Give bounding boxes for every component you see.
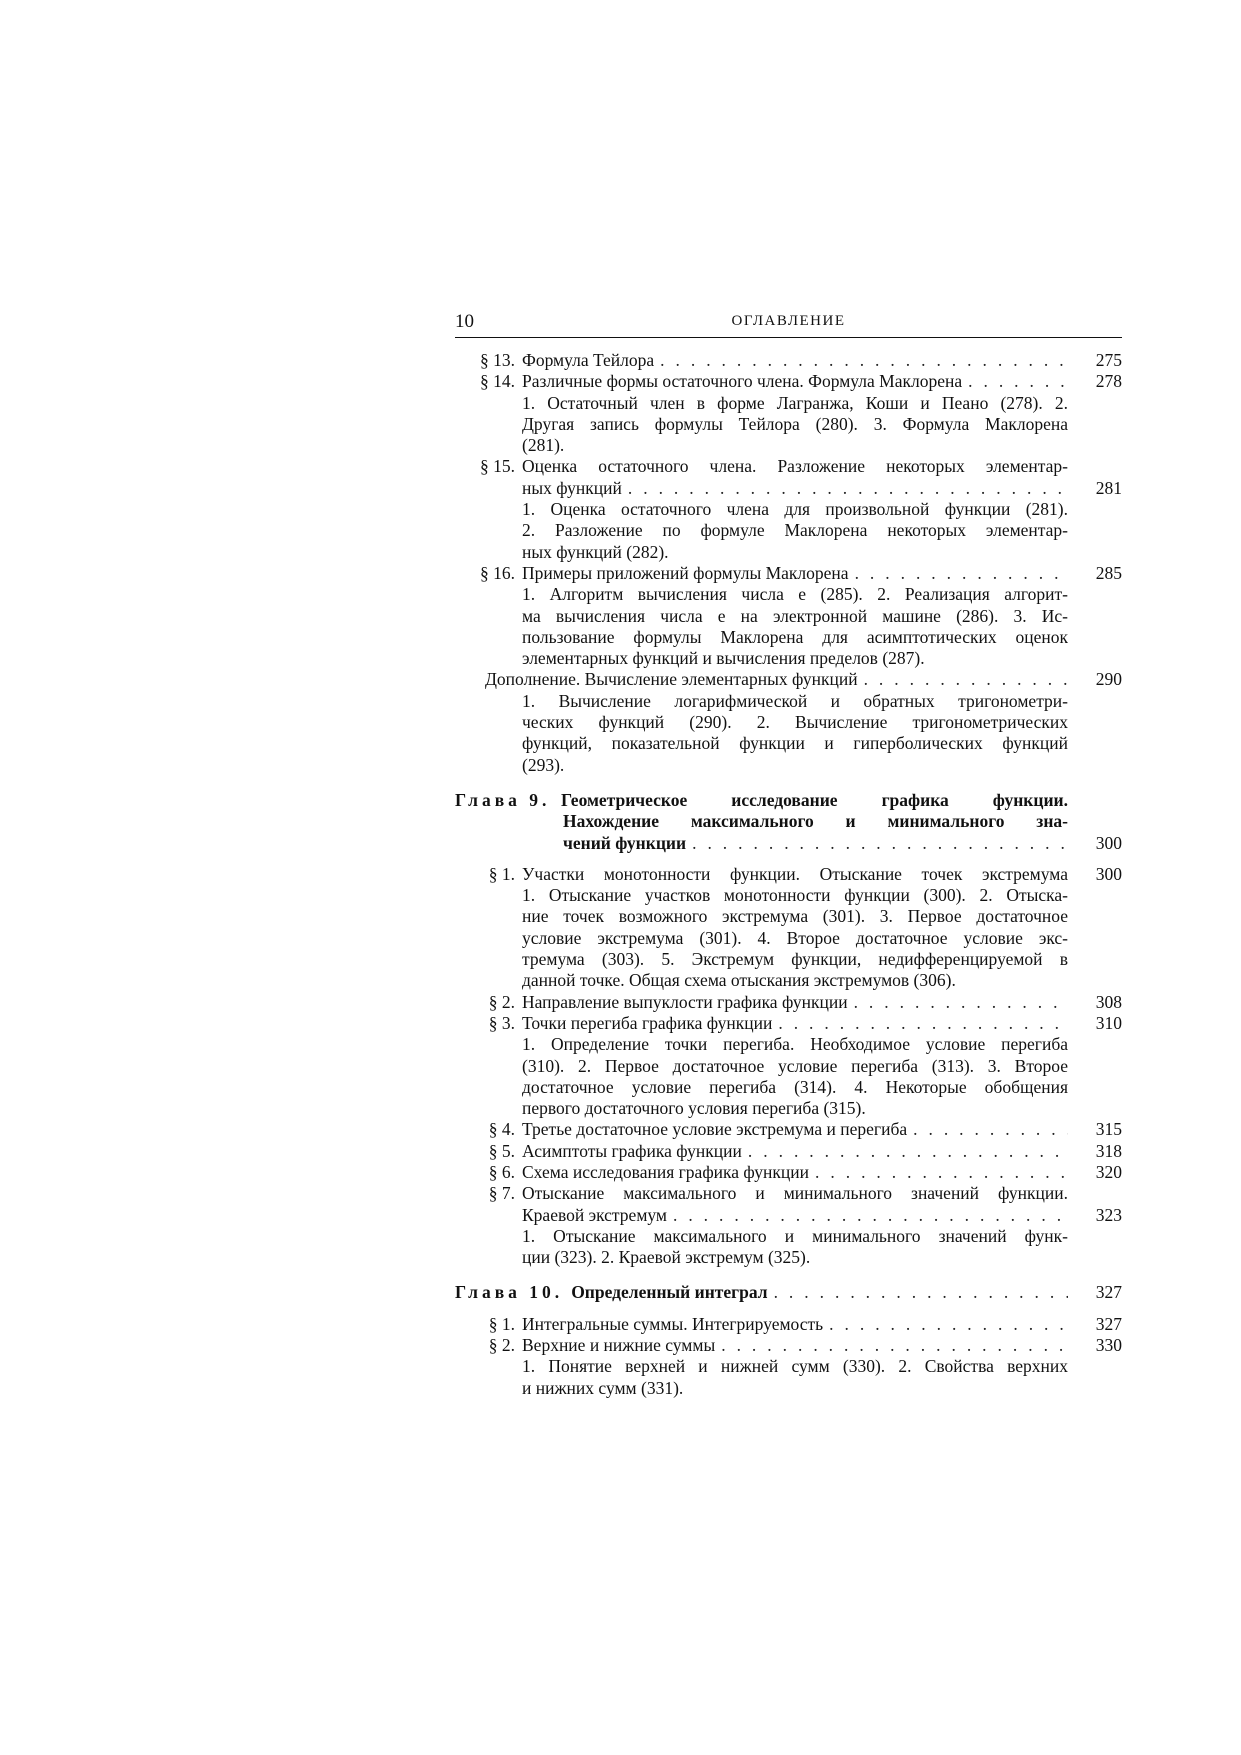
toc-entry[interactable] [455, 1162, 1122, 1183]
subentry-line: 1. Оценка остаточного члена для произвольной функции (281). [522, 499, 1068, 520]
subentry-line: функций, показательной функции и гиперболических функций [522, 733, 1068, 754]
chapter-heading[interactable] [455, 790, 1122, 811]
subentry-line: 1. Остаточный член в форме Лагранжа, Коши и Пеано (278). 2. [522, 392, 1068, 413]
chapter-label: Глава 10. [455, 1282, 564, 1303]
dot-leader [667, 1205, 1068, 1226]
section-title: Участки монотонности функции. Отыскание точек экстремума [522, 863, 1068, 884]
toc-entry[interactable] [455, 992, 1122, 1013]
supplement-title: Дополнение. Вычисление элементарных функций [485, 669, 858, 690]
page-ref: 318 [1095, 1140, 1122, 1161]
dot-leader [772, 1013, 1068, 1034]
dot-leader [848, 992, 1068, 1013]
chapter-label: Глава 9. [455, 789, 551, 810]
toc-subentries [455, 1356, 1122, 1399]
section-title: Направление выпуклости графика функции [522, 991, 848, 1012]
dot-leader [768, 1282, 1068, 1303]
section-number: § 15. [480, 456, 515, 477]
subentry-line: 1. Отыскание участков монотонности функции (300). 2. Отыска- [522, 885, 1068, 906]
section-title: Асимптоты графика функции [522, 1140, 742, 1161]
chapter-heading-continuation[interactable] [455, 833, 1122, 854]
section-title: Отыскание максимального и минимального значений функции. [522, 1183, 1068, 1204]
page-ref: 310 [1095, 1012, 1122, 1033]
toc-entry[interactable] [455, 864, 1122, 885]
chapter-title: Геометрическое исследование графика функции. [561, 789, 1068, 810]
section-number: § 2. [488, 991, 515, 1012]
page-number: 10 [455, 311, 474, 332]
dot-leader [654, 350, 1068, 371]
page-ref: 327 [1095, 1282, 1122, 1303]
toc-entry-supplement[interactable] [455, 669, 1122, 690]
page-ref: 308 [1095, 991, 1122, 1012]
page-ref: 300 [1095, 863, 1122, 884]
toc-entry[interactable] [455, 1335, 1122, 1356]
subentry-line: ции (323). 2. Краевой экстремум (325). [522, 1247, 811, 1268]
toc-entry[interactable] [455, 1183, 1122, 1204]
page-ref: 281 [1095, 477, 1122, 498]
subentry-line: тремума (303). 5. Экстремум функции, недифференцируемой в [522, 949, 1068, 970]
section-title: Оценка остаточного члена. Разложение некоторых элементар- [522, 456, 1068, 477]
toc-entry[interactable] [455, 1013, 1122, 1034]
chapter-title: чений функции [563, 832, 687, 853]
page-ref: 330 [1095, 1335, 1122, 1356]
page-ref: 300 [1095, 832, 1122, 853]
subentry-line: условие экстремума (301). 4. Второе достаточное условие экс- [522, 927, 1068, 948]
section-number: § 14. [480, 371, 515, 392]
section-number: § 7. [488, 1183, 515, 1204]
toc-subentries [455, 584, 1122, 669]
document-page [455, 307, 1122, 1399]
running-title: ОГЛАВЛЕНИЕ [731, 313, 846, 329]
subentry-line: ческих функций (290). 2. Вычисление тригонометрических [522, 712, 1068, 733]
subentry-line: достаточное условие перегиба (314). 4. Некоторые обобщения [522, 1076, 1068, 1097]
toc-entry[interactable] [455, 371, 1122, 392]
subentry-line: 1. Определение точки перегиба. Необходимое условие перегиба [522, 1034, 1068, 1055]
subentry-line: (310). 2. Первое достаточное условие перегиба (313). 3. Второе [522, 1055, 1068, 1076]
toc-entry-continuation[interactable] [455, 1205, 1122, 1226]
section-number: § 1. [488, 1313, 515, 1334]
toc-entry[interactable] [455, 350, 1122, 371]
subentry-line: ние точек возможного экстремума (301). 3. Первое достаточное [522, 906, 1068, 927]
chapter-heading[interactable] [455, 1282, 1122, 1303]
section-number: § 5. [488, 1140, 515, 1161]
toc-entry-continuation[interactable] [455, 478, 1122, 499]
subentry-line: 1. Отыскание максимального и минимального значений функ- [522, 1225, 1068, 1246]
page-ref: 275 [1095, 350, 1122, 370]
page-ref: 323 [1095, 1204, 1122, 1225]
dot-leader [962, 371, 1068, 392]
section-title: Различные формы остаточного члена. Формула Маклорена [522, 371, 963, 392]
running-header [455, 307, 1122, 338]
toc-entry[interactable] [455, 1314, 1122, 1335]
toc-entry[interactable] [455, 1141, 1122, 1162]
dot-leader [715, 1335, 1068, 1356]
subentry-line: Другая запись формулы Тейлора (280). 3. Формула Маклорена [522, 413, 1068, 434]
subentry-line: данной точке. Общая схема отыскания экстремумов (306). [522, 970, 956, 991]
section-title: Интегральные суммы. Интегрируемость [522, 1313, 824, 1334]
section-title: Схема исследования графика функции [522, 1161, 810, 1182]
section-number: § 1. [488, 863, 515, 884]
chapter-heading-continuation[interactable] [455, 811, 1122, 832]
section-number: § 13. [480, 350, 515, 370]
subentry-line: элементарных функций и вычисления пределов (287). [522, 648, 925, 669]
dot-leader [823, 1314, 1068, 1335]
subentry-line: первого достаточного условия перегиба (315). [522, 1098, 866, 1119]
subentry-line: 1. Понятие верхней и нижней сумм (330). 2. Свойства верхних [522, 1356, 1068, 1377]
toc-entry[interactable] [455, 456, 1122, 477]
subentry-line: пользование формулы Маклорена для асимптотических оценок [522, 626, 1068, 647]
section-number: § 3. [488, 1012, 515, 1033]
subentry-line: 1. Алгоритм вычисления числа e (285). 2. Реализация алгорит- [522, 584, 1068, 605]
section-number: § 16. [480, 562, 515, 583]
subentry-line: 1. Вычисление логарифмической и обратных тригонометри- [522, 690, 1068, 711]
dot-leader [849, 563, 1068, 584]
section-title: Примеры приложений формулы Маклорена [522, 562, 849, 583]
section-title: Формула Тейлора [522, 350, 655, 370]
page-ref: 278 [1095, 371, 1122, 392]
dot-leader [742, 1141, 1068, 1162]
page-ref: 320 [1095, 1161, 1122, 1182]
toc-subentries [455, 691, 1122, 776]
page-ref: 290 [1095, 669, 1122, 690]
section-number: § 6. [488, 1161, 515, 1182]
toc-subentries [455, 499, 1122, 563]
chapter-title: Нахождение максимального и минимального зна- [563, 811, 1068, 832]
toc-subentries [455, 393, 1122, 457]
dot-leader [686, 833, 1068, 854]
dot-leader [907, 1119, 1068, 1140]
toc-subentries [455, 1034, 1122, 1119]
toc-entry[interactable] [455, 1119, 1122, 1140]
toc-entry[interactable] [455, 563, 1122, 584]
subentry-line: ма вычисления числа e на электронной машине (286). 3. Ис- [522, 605, 1068, 626]
section-title: ных функций [522, 477, 622, 498]
section-title: Точки перегиба графика функции [522, 1012, 773, 1033]
subentry-line: и нижних сумм (331). [522, 1377, 684, 1398]
subentry-line: (293). [522, 754, 565, 775]
section-title: Верхние и нижние суммы [522, 1335, 716, 1356]
chapter-title: Определенный интеграл [571, 1282, 768, 1303]
section-number: § 2. [488, 1335, 515, 1356]
section-title: Третье достаточное условие экстремума и перегиба [522, 1119, 908, 1140]
subentry-line: ных функций (282). [522, 541, 669, 562]
section-title: Краевой экстремум [522, 1204, 667, 1225]
page-ref: 285 [1095, 562, 1122, 583]
dot-leader [622, 478, 1068, 499]
page-ref: 327 [1095, 1313, 1122, 1334]
toc-subentries [455, 885, 1122, 991]
table-of-contents [455, 350, 1122, 1399]
toc-subentries [455, 1226, 1122, 1269]
subentry-line: 2. Разложение по формуле Маклорена некоторых элементар- [522, 520, 1068, 541]
subentry-line: (281). [522, 435, 565, 456]
page-ref: 315 [1095, 1119, 1122, 1140]
dot-leader [858, 669, 1068, 690]
section-number: § 4. [488, 1119, 515, 1140]
dot-leader [809, 1162, 1068, 1183]
